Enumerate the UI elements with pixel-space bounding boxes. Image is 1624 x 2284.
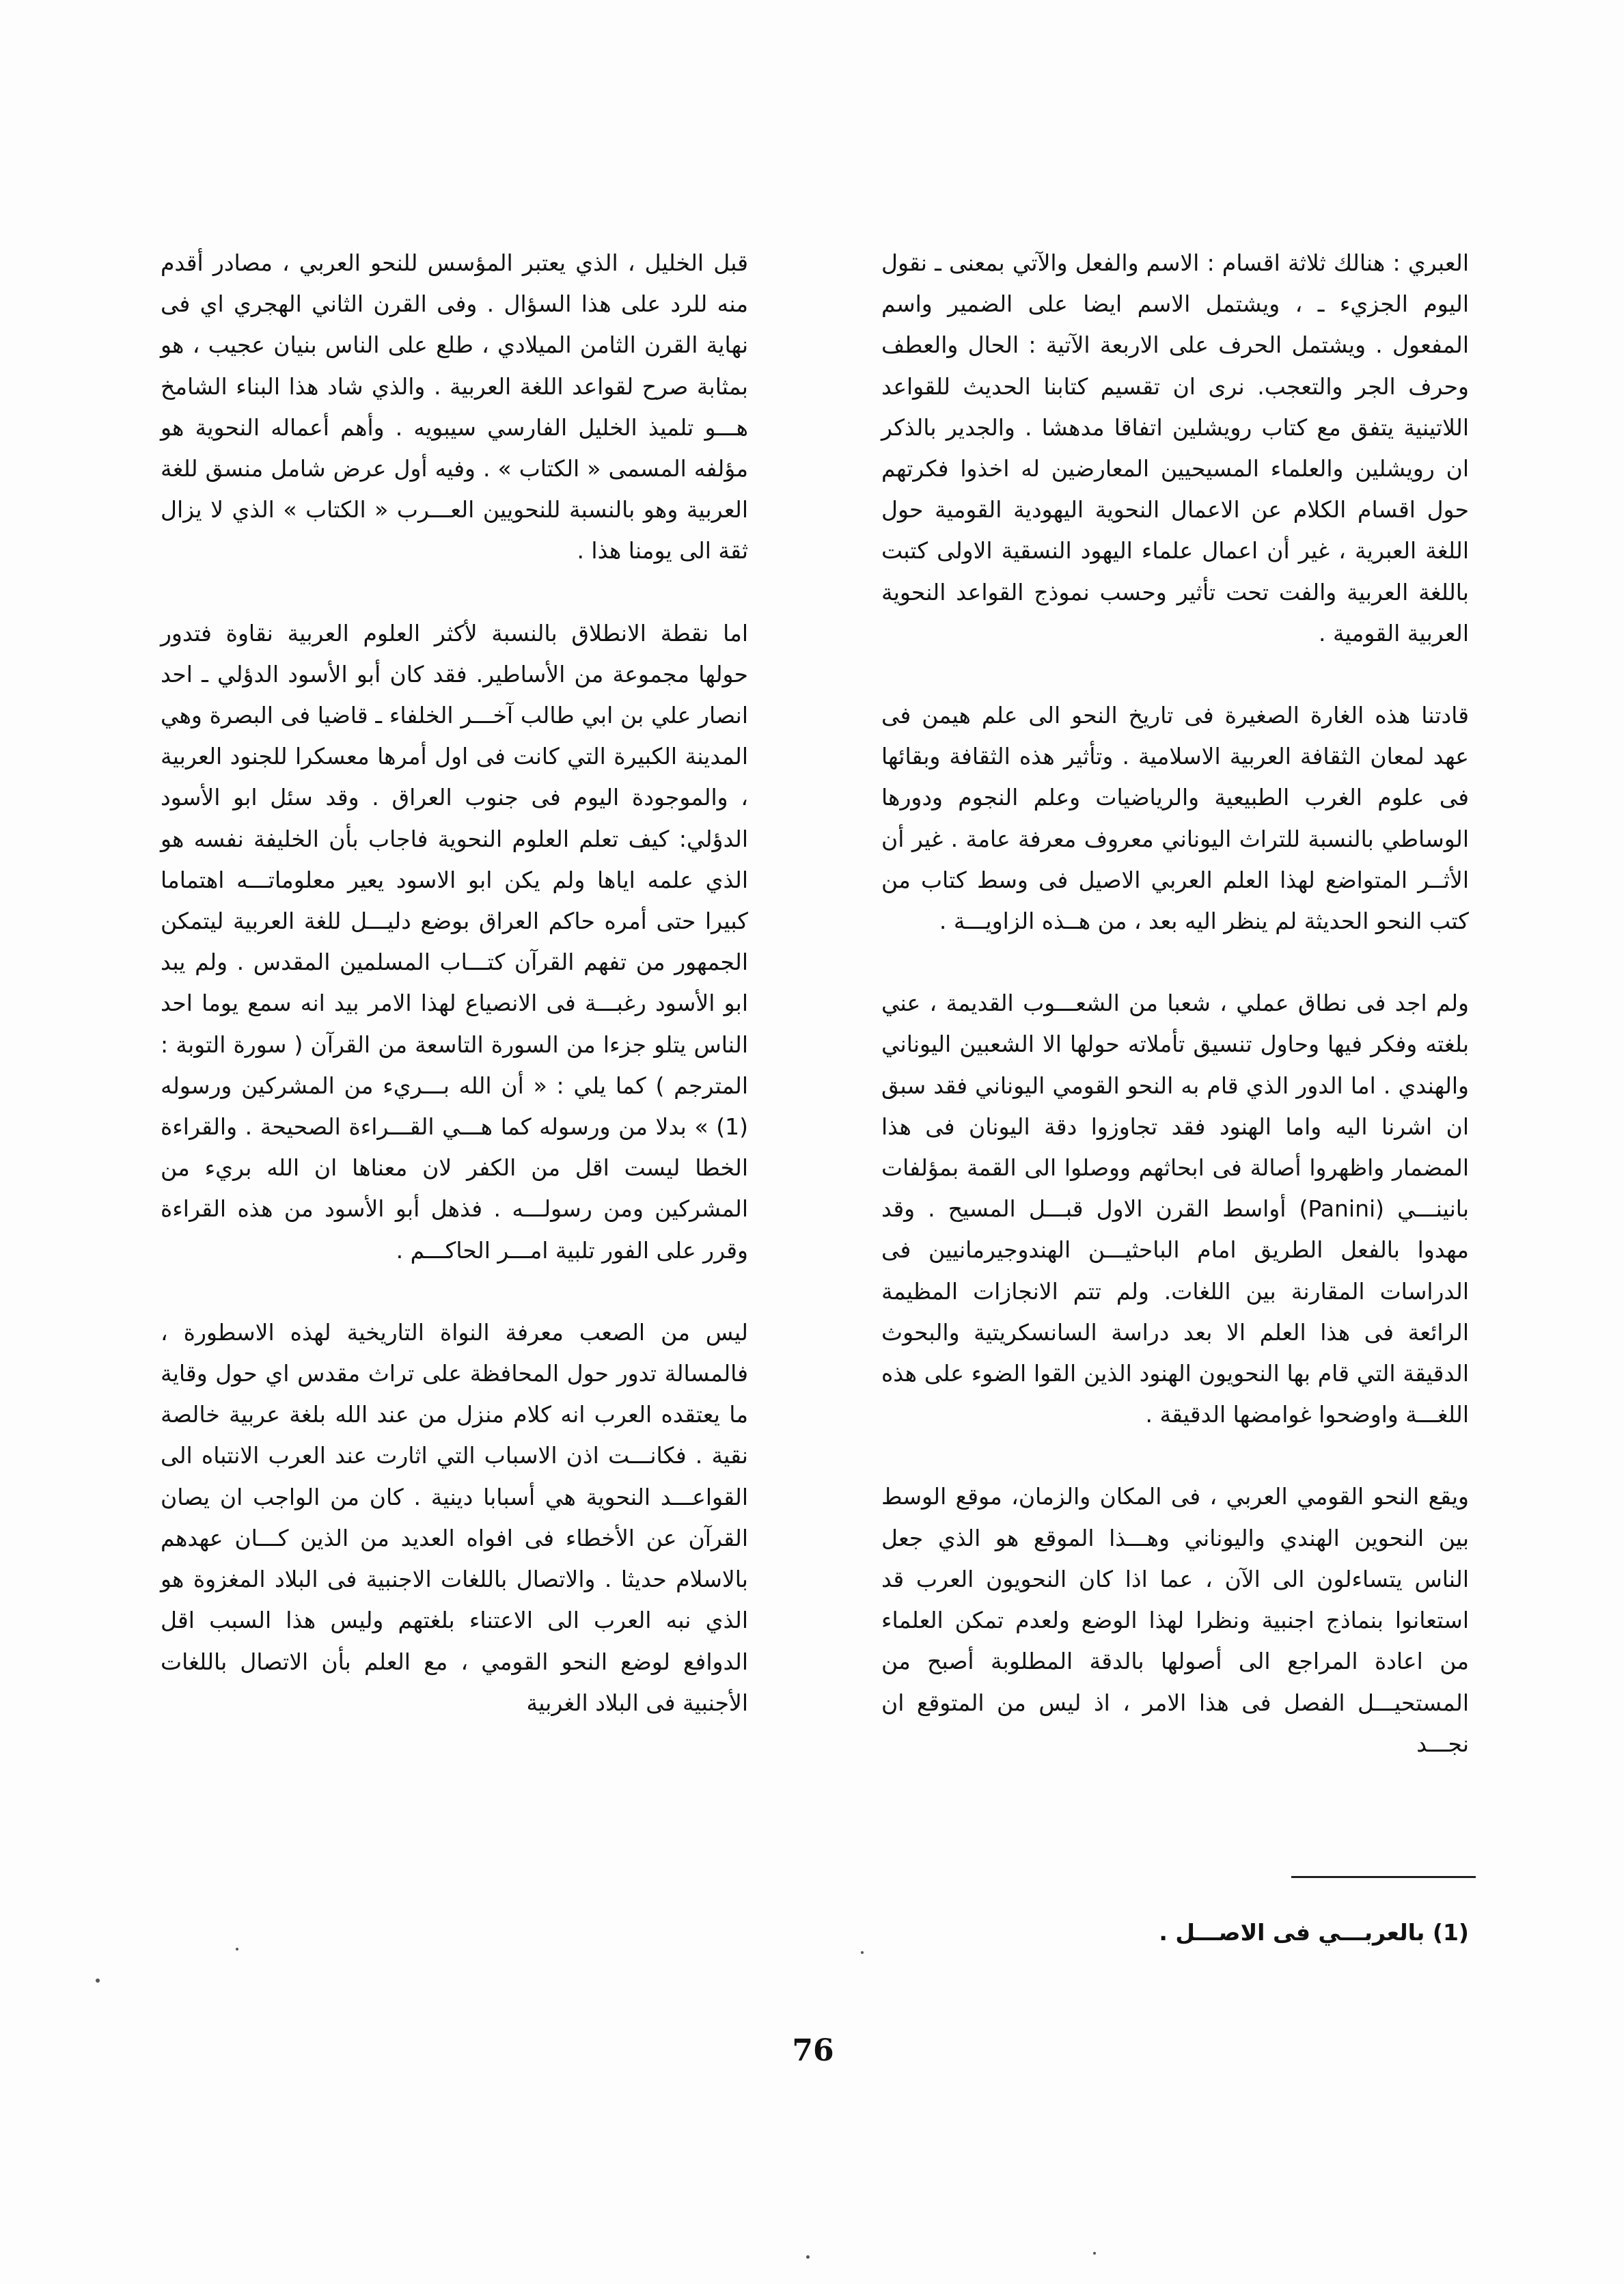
scan-speck <box>96 1979 100 1983</box>
scan-speck <box>861 1951 864 1954</box>
paragraph: ولم اجد فى نطاق عملي ، شعبا من الشعـــوب القديمة ، عني بلغته وفكر فيها وحاول تنسيق تأملاته حولها الا الشعبين اليوناني والهندي . اما الدور الذي قام به النحو القومي اليوناني فقد سبق ان اشرنا اليه واما الهنود فقد تجاوزوا دقة اليونان فى هذا المضمار واظهروا أصالة فى ابحاثهم ووصلوا الى القمة بمؤلفات بانينـــي (Panini) أواسط القرن الاول قبـــل المسيح . وقد مهدوا بالفعل الطريق امام الباحثيـــن الهندوجيرمانيين فى الدراسات المقارنة بين اللغات. ولم تتم الانجازات المظيمة الرائعة فى هذا العلم الا بعد دراسة السانسكريتية والبحوث الدقيقة التي قام بها النحويون الهنود الذين القوا الضوء على هذه اللغـــة واوضحوا غوامضها الدقيقة . <box>881 990 1469 1428</box>
paragraph: اما نقطة الانطلاق بالنسبة لأكثر العلوم العربية نقاوة فتدور حولها مجموعة من الأساطير. فقد كان أبو الأسود الدؤلي ـ احد انصار علي بن ابي طالب آخـــر الخلفاء ـ قاضيا فى البصرة وهي المدينة الكبيرة التي كانت فى اول أمرها معسكرا للجنود العربية ، والموجودة اليوم فى جنوب العراق . وقد سئل ابو الأسود الدؤلي: كيف تعلم العلوم النحوية فاجاب بأن الخليفة نفسه هو الذي علمه اياها ولم يكن ابو الاسود يعير معلوماتـــه اهتماما كبيرا حتى أمره حاكم العراق بوضع دليـــل للغة العربية ليتمكن الجمهور من تفهم القرآن كتـــاب المسلمين المقدس . ولم يبد ابو الأسود رغبـــة فى الانصياع لهذا الامر بيد انه سمع يوما احد الناس يتلو جزءا من السورة التاسعة من القرآن ( سورة التوبة : المترجم ) كما يلي : « أن الله بـــريء من المشركين ورسوله (1) » بدلا من ورسوله كما هـــي القـــراءة الصحيحة . والقراءة الخطا ليست اقل من الكفر لان معناها ان الله بريء من المشركين ومن رسولـــه . فذهل أبو الأسود من هذه القراءة وقرر على الفور تلبية امـــر الحاكـــم . <box>161 619 748 1264</box>
footnote: (1) بالعربـــي فى الاصـــل . <box>1159 1919 1469 1946</box>
scan-speck <box>1093 2252 1096 2255</box>
right-text-column <box>881 243 1469 1806</box>
page-number: 76 <box>792 2033 834 2068</box>
footnote-divider <box>1291 1876 1476 1878</box>
paragraph: العبري : هنالك ثلاثة اقسام : الاسم والفعل والآتي بمعنى ـ نقول اليوم الجزيء ـ ، ويشتمل الاسم ايضا على الضمير واسم المفعول . ويشتمل الحرف على الاربعة الآتية : الحال والعطف وحرف الجر والتعجب. نرى ان تقسيم كتابنا الحديث للقواعد اللاتينية يتفق مع كتاب رويشلين اتفاقا مدهشا . والجدير بالذكر ان رويشلين والعلماء المسيحيين المعارضين له اخذوا فكرتهم حول اقسام الكلام عن الاعمال النحوية اليهودية القومية حول اللغة العبرية ، غير أن اعمال علماء اليهود النسقية الاولى كتبت باللغة العربية والفت تحت تأثير وحسب نموذج القواعد النحوية العربية القومية . <box>881 249 1469 647</box>
paragraph: ليس من الصعب معرفة النواة التاريخية لهذه الاسطورة ، فالمسالة تدور حول المحافظة على تراث مقدس اي حول وقاية ما يعتقده العرب انه كلام منزل من عند الله بلغة عربية خالصة نقية . فكانـــت اذن الاسباب التي اثارت عند العرب الانتباه الى القواعـــد النحوية هي أسبابا دينية . كان من الواجب ان يصان القرآن عن الأخطاء فى افواه العديد من الذين كـــان عهدهم بالاسلام حديثا . والاتصال باللغات الاجنبية فى البلاد المغزوة هو الذي نبه العرب الى الاعتناء بلغتهم وليس هذا السبب اقل الدوافع لوضع النحو القومي ، مع العلم بأن الاتصال باللغات الأجنبية فى البلاد الغربية <box>161 1318 748 1716</box>
scan-speck <box>806 2255 810 2259</box>
paragraph: قادتنا هذه الغارة الصغيرة فى تاريخ النحو الى علم هيمن فى عهد لمعان الثقافة العربية الاسلامية . وتأثير هذه الثقافة وبقائها فى علوم الغرب الطبيعية والرياضيات وعلم النجوم ودورها الوساطي بالنسبة للتراث اليوناني معروف معرفة عامة . غير أن الأثــر المتواضع لهذا العلم العربي الاصيل فى وسط كتاب من كتب النحو الحديثة لم ينظر اليه بعد ، من هــذه الزاويـــة . <box>881 702 1469 935</box>
paragraph: ويقع النحو القومي العربي ، فى المكان والزمان، موقع الوسط بين النحوين الهندي واليوناني وهـــذا الموقع هو الذي جعل الناس يتساءلون الى الآن ، عما اذا كان النحويون العرب قد استعانوا بنماذج اجنبية ونظرا لهذا الوضع ولعدم تمكن العلماء من اعادة المراجع الى أصولها بالدقة المطلوبة أصبح من المستحيـــل الفصل فى هذا الامر ، اذ ليس من المتوقع ان نجـــد <box>881 1483 1469 1757</box>
paragraph: قبل الخليل ، الذي يعتبر المؤسس للنحو العربي ، مصادر أقدم منه للرد على هذا السؤال . وفى القرن الثاني الهجري اي فى نهاية القرن الثامن الميلادي ، طلع على الناس بنيان عجيب ، هو بمثابة صرح لقواعد اللغة العربية . والذي شاد هذا البناء الشامخ هـــو تلميذ الخليل الفارسي سيبويه . وأهم أعماله النحوية هو مؤلفه المسمى « الكتاب » . وفيه أول عرض شامل منسق للغة العربية وهو بالنسبة للنحويين العـــرب « الكتاب » الذي لا يزال ثقة الى يومنا هذا . <box>161 249 748 565</box>
left-text-column <box>161 243 748 1765</box>
scan-speck <box>236 1948 238 1950</box>
